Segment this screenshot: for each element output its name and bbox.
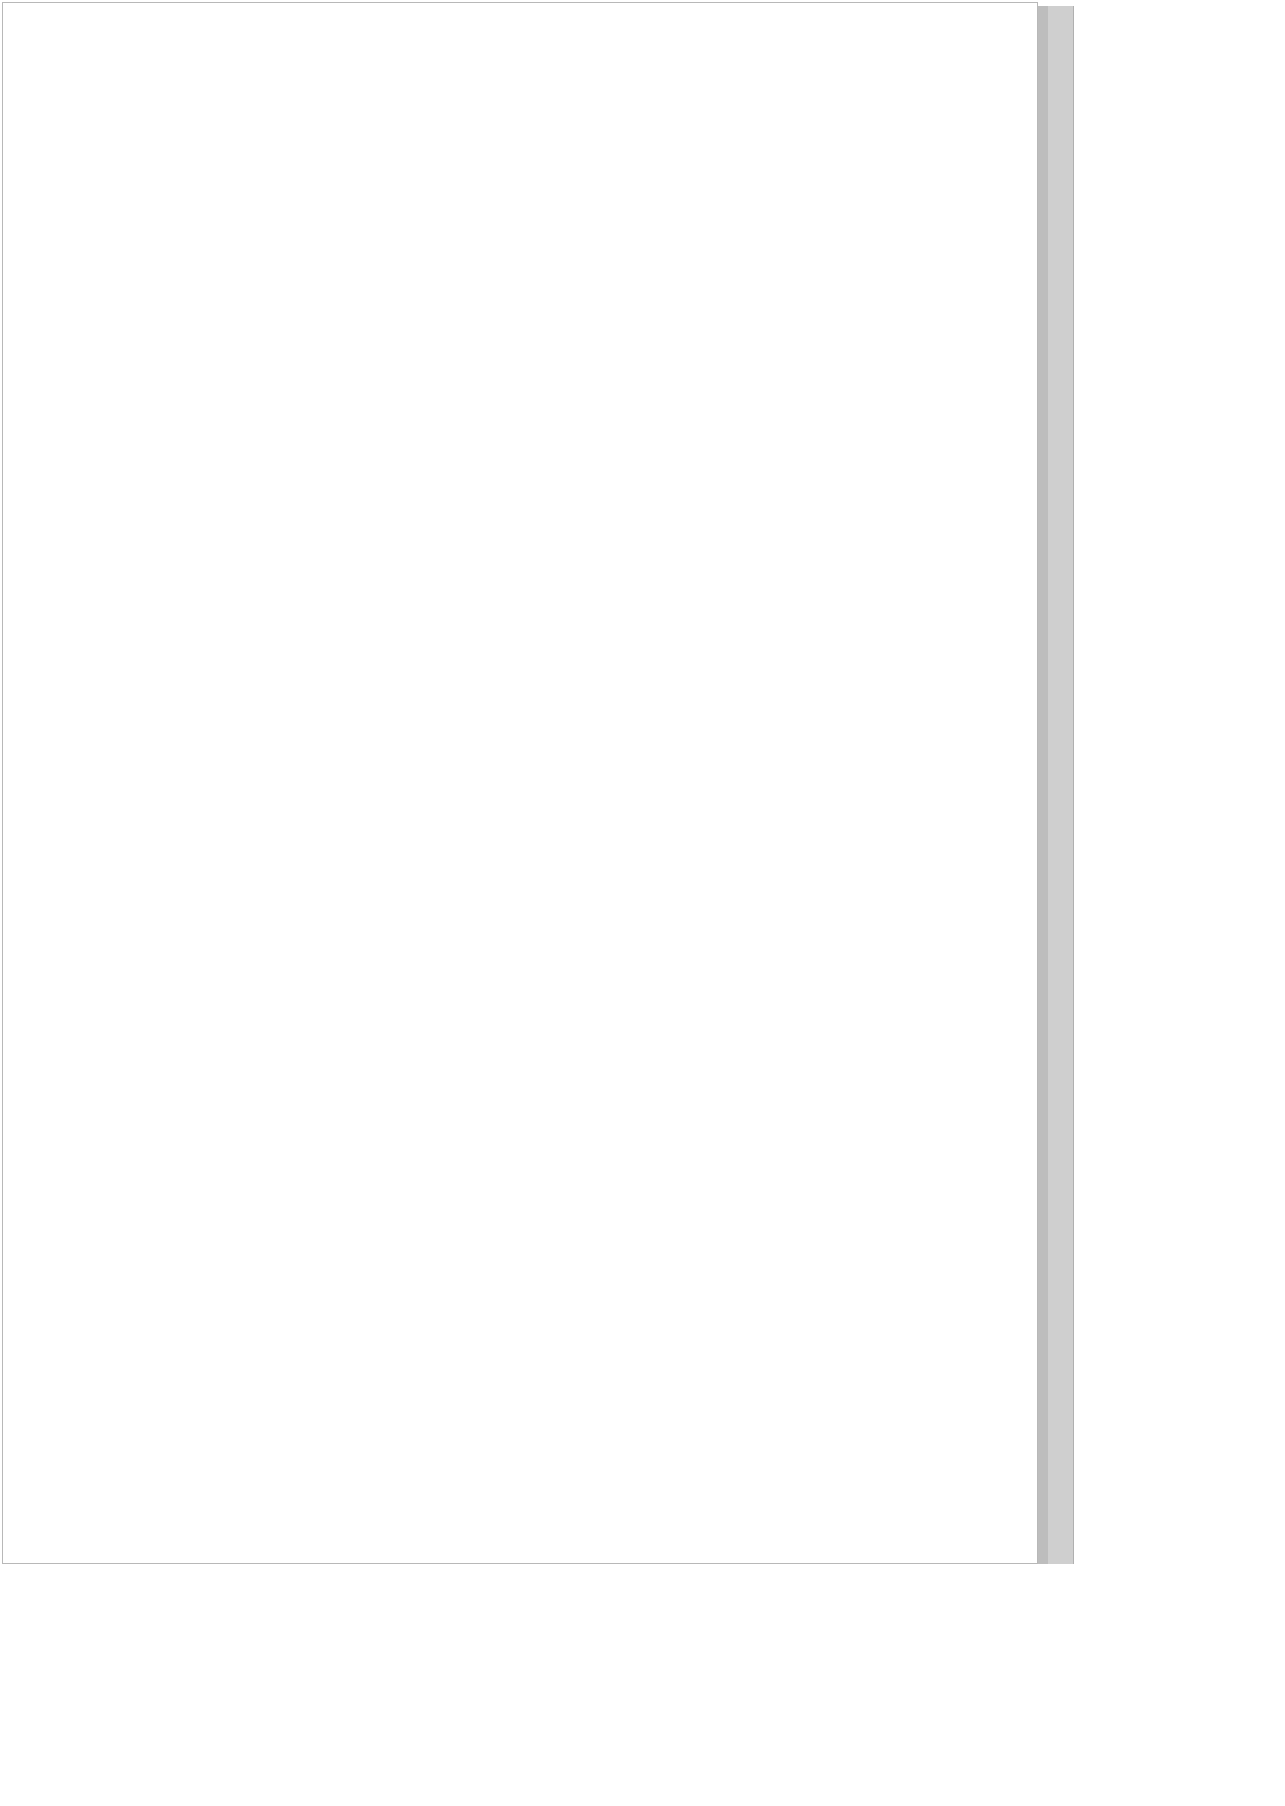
page-edge-inner xyxy=(1038,6,1048,1564)
page-edge-shadow xyxy=(1038,6,1074,1564)
book-page xyxy=(2,2,1038,1564)
